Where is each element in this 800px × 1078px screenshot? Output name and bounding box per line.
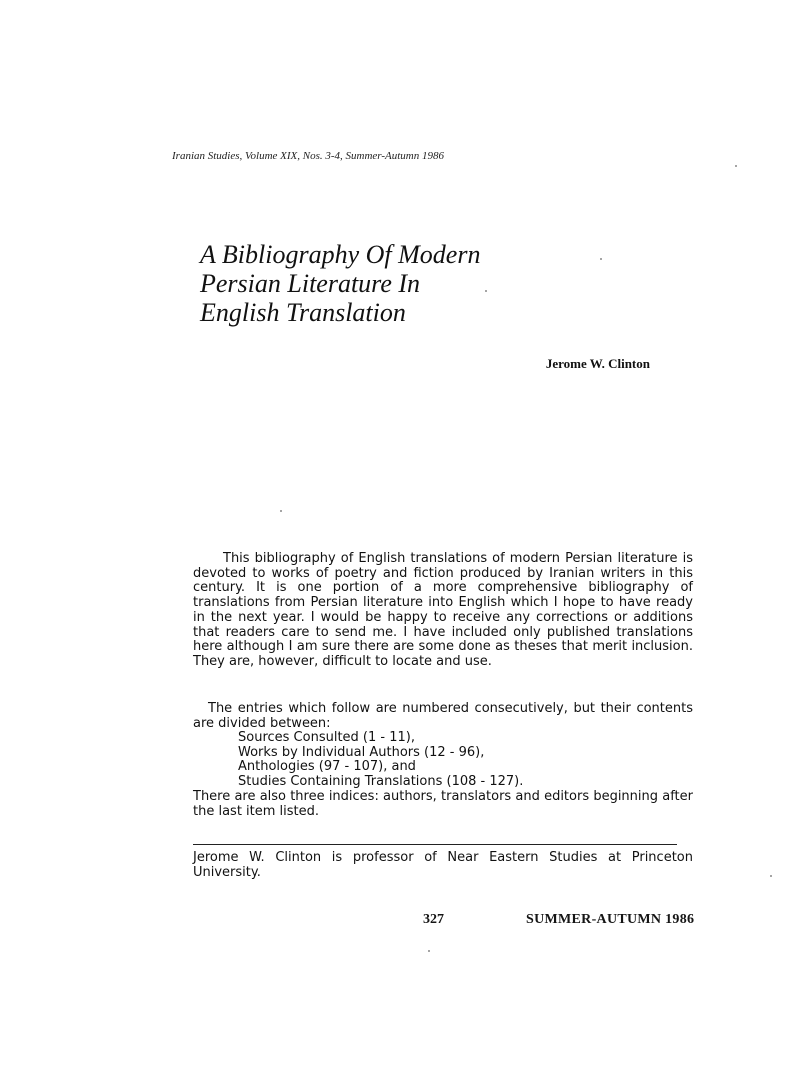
author-footnote: Jerome W. Clinton is professor of Near Eastern Studies at Princeton University.	[193, 850, 693, 880]
running-footer: SUMMER-AUTUMN 1986	[526, 912, 695, 927]
article-title	[200, 240, 480, 327]
scan-speck	[735, 165, 737, 167]
scan-speck	[280, 510, 282, 512]
section-item: Studies Containing Translations (108 - 127).	[238, 774, 524, 790]
title-line: English Translation	[200, 298, 406, 327]
section-item: Works by Individual Authors (12 - 96),	[238, 744, 485, 760]
scan-speck	[485, 290, 487, 292]
page-number: 327	[423, 912, 444, 927]
structure-paragraph: The entries which follow are numbered consecutively, but their contents are divided between:	[193, 701, 693, 731]
scan-speck	[428, 950, 430, 952]
intro-paragraph: This bibliography of English translations of modern Persian literature is devoted to works of poetry and fiction produced by Iranian writers in this century. It is one portion of a more comprehensive bibliography of translations from Persian literature into English which I hope to have ready in the next year. I would be happy to receive any corrections or additions that readers care to send me. I have included only published translations here although I am sure there are some done as theses that merit inclusion. They are, however, difficult to locate and use.	[193, 551, 693, 669]
journal-citation: Iranian Studies, Volume XIX, Nos. 3-4, Summer-Autumn 1986	[172, 150, 445, 162]
section-item: Anthologies (97 - 107), and	[238, 759, 416, 775]
title-line: A Bibliography Of Modern	[200, 240, 481, 269]
scan-speck	[770, 875, 772, 877]
section-item: Sources Consulted (1 - 11),	[238, 730, 415, 745]
author-name: Jerome W. Clinton	[545, 356, 650, 371]
footnote-divider	[193, 844, 677, 845]
scan-speck	[600, 258, 602, 260]
title-line: Persian Literature In	[200, 269, 421, 298]
section-list	[238, 731, 523, 790]
indices-paragraph: There are also three indices: authors, translators and editors beginning after the last item listed.	[193, 789, 693, 819]
